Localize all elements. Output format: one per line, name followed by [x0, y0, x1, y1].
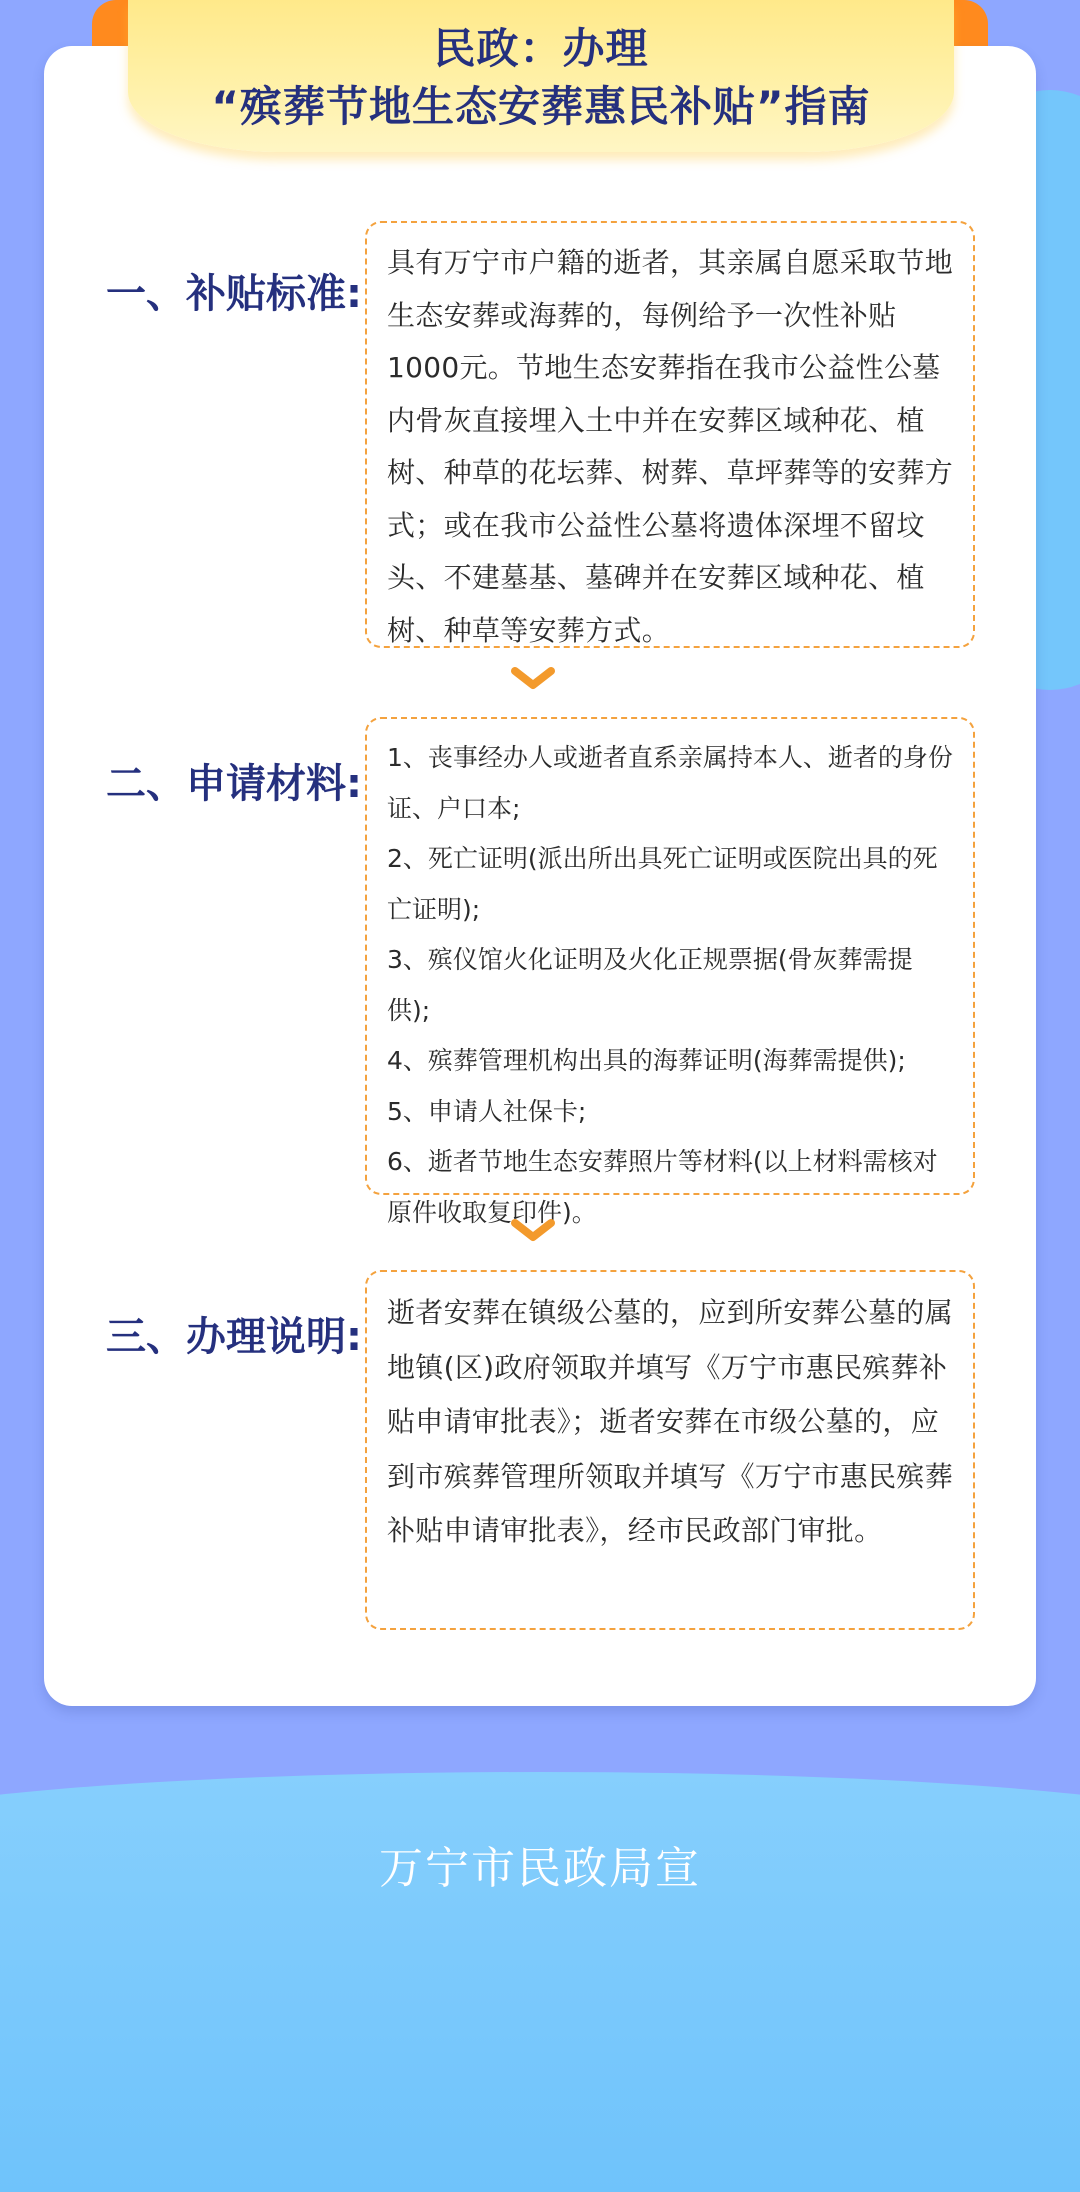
chevron-down-icon [510, 666, 556, 692]
materials-list [387, 733, 955, 1238]
materials-list-item: 6、逝者节地生态安葬照片等材料(以上材料需核对原件收取复印件)。 [387, 1147, 938, 1227]
materials-list-item: 4、殡葬管理机构出具的海葬证明(海葬需提供); [387, 1046, 906, 1075]
chevron-down-icon [510, 1218, 556, 1244]
materials-list-item: 1、丧事经办人或逝者直系亲属持本人、逝者的身份证、户口本; [387, 743, 953, 823]
procedure-text: 逝者安葬在镇级公墓的，应到所安葬公墓的属地镇(区)政府领取并填写《万宁市惠民殡葬补贴申请审批表》；逝者安葬在市级公墓的，应到市殡葬管理所领取并填写《万宁市惠民殡葬补贴申请审批表》，经市民政部门审批。 [387, 1296, 954, 1547]
page-title-line2: “殡葬节地生态安葬惠民补贴”指南 [211, 82, 871, 131]
page-title-line1: 民政：办理 [433, 24, 649, 73]
materials-list-item: 3、殡仪馆火化证明及火化正规票据(骨灰葬需提供); [387, 945, 913, 1025]
materials-list-item: 2、死亡证明(派出所出具死亡证明或医院出具的死亡证明); [387, 844, 938, 924]
section-label-application-materials: 二、申请材料: [106, 761, 362, 807]
section-label-subsidy-standard: 一、补贴标准: [106, 271, 362, 317]
procedure-box [365, 1270, 975, 1630]
application-materials-box [365, 717, 975, 1227]
subsidy-standard-text: 具有万宁市户籍的逝者，其亲属自愿采取节地生态安葬或海葬的，每例给予一次性补贴1000元。节地生态安葬指在我市公益性公墓内骨灰直接埋入土中并在安葬区域种花、植树、种草的花坛葬、树葬、草坪葬等的安葬方式；或在我市公益性公墓将遗体深埋不留坟头、不建墓基、墓碑并在安葬区域种花、植树、种草等安葬方式。 [387, 246, 954, 647]
title-banner [128, 0, 954, 152]
footer-credit: 万宁市民政局宣 [379, 1843, 701, 1894]
subsidy-standard-box [365, 221, 975, 648]
materials-list-item: 5、申请人社保卡; [387, 1096, 587, 1126]
section-label-procedure: 三、办理说明: [106, 1314, 362, 1360]
